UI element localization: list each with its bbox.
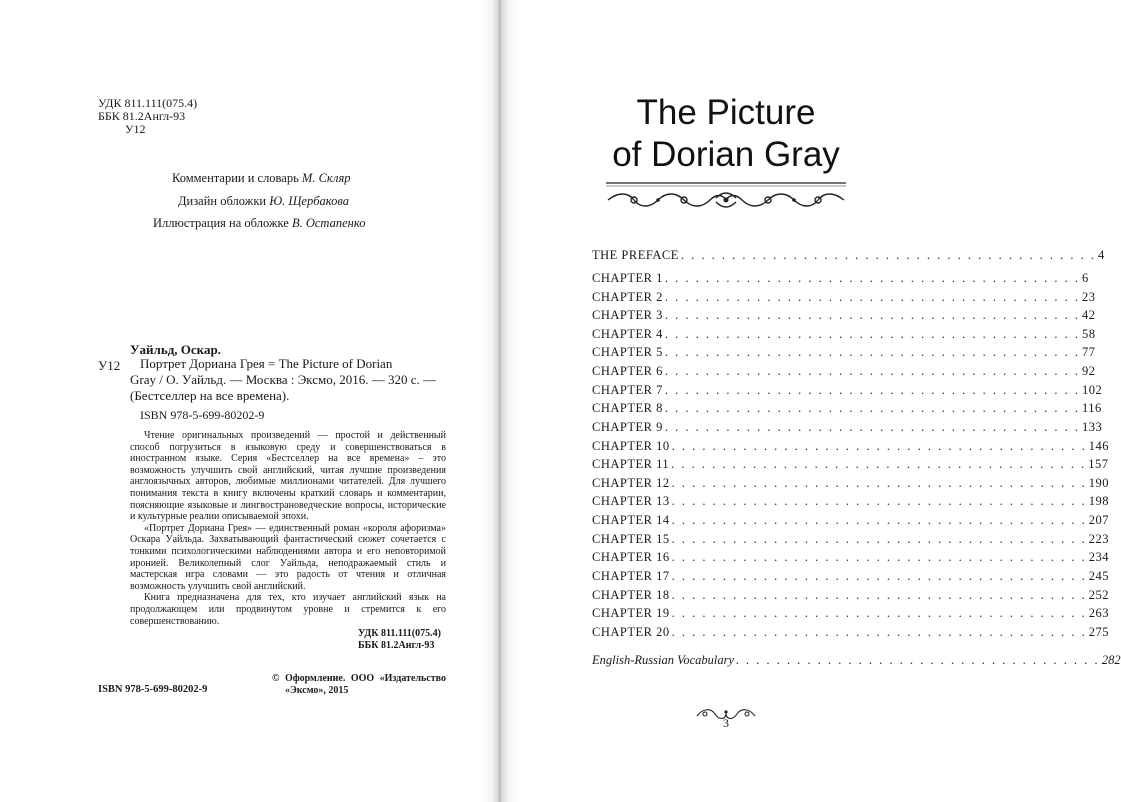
toc-entry-page: 6 (1081, 271, 1089, 285)
credit-illustration (153, 217, 365, 230)
toc-entry[interactable]: CHAPTER 3 . . . . . . . . . . . . . . . . . . . . . . . . . . . . . . . . . . . . . . . . . 42 (592, 308, 1096, 323)
toc-entry-page: 92 (1081, 364, 1096, 379)
toc-entry[interactable]: CHAPTER 15 . . . . . . . . . . . . . . . . . . . . . . . . . . . . . . . . . . . . . . . . . 223 (592, 531, 1109, 546)
toc-entry-page: 58 (1081, 326, 1096, 341)
toc-entry-page: 157 (1088, 457, 1109, 472)
toc-entry-label: CHAPTER 6 (592, 364, 663, 379)
toc-entry-page: 102 (1081, 382, 1103, 397)
toc-entry-page: 42 (1081, 308, 1096, 323)
toc-entry-page: 190 (1088, 475, 1109, 490)
toc-entry[interactable]: CHAPTER 14 . . . . . . . . . . . . . . . . . . . . . . . . . . . . . . . . . . . . . . . . . 207 (592, 513, 1109, 528)
toc-entry[interactable]: CHAPTER 11 . . . . . . . . . . . . . . . . . . . . . . . . . . . . . . . . . . . . . . . . . 157 (592, 457, 1109, 472)
toc-entry[interactable]: CHAPTER 2 . . . . . . . . . . . . . . . . . . . . . . . . . . . . . . . . . . . . . . . . . 23 (592, 289, 1096, 304)
toc-entry-label: CHAPTER 11 (592, 457, 670, 472)
book-title (590, 92, 862, 176)
biblio-line-3: (Бестселлер на все времена). (130, 388, 290, 403)
toc-entry[interactable]: CHAPTER 19 . . . . . . . . . . . . . . . . . . . . . . . . . . . . . . . . . . . . . . . . . 263 (592, 606, 1109, 621)
toc-entry-label: CHAPTER 14 (592, 513, 670, 528)
biblio-code: У12 (98, 358, 121, 373)
biblio-isbn: ISBN 978-5-699-80202-9 (140, 408, 265, 422)
toc-entry-page: 234 (1088, 550, 1109, 565)
toc-entry[interactable]: CHAPTER 13 . . . . . . . . . . . . . . . . . . . . . . . . . . . . . . . . . . . . . . . . . 198 (592, 494, 1109, 509)
toc-entry-label: CHAPTER 19 (592, 606, 670, 621)
toc-entry-label: CHAPTER 8 (592, 401, 663, 416)
toc-entry[interactable]: CHAPTER 17 . . . . . . . . . . . . . . . . . . . . . . . . . . . . . . . . . . . . . . . . . 245 (592, 568, 1109, 583)
toc-entry-label: CHAPTER 12 (592, 475, 670, 490)
udk-code: УДК 811.111(075.4) (98, 96, 198, 110)
bottom-bbk: ББК 81.2Англ-93 (358, 640, 435, 651)
toc-entry[interactable]: CHAPTER 10 . . . . . . . . . . . . . . . . . . . . . . . . . . . . . . . . . . . . . . . . . 146 (592, 438, 1109, 453)
toc-vocabulary-label: English-Russian Vocabulary (592, 653, 735, 667)
toc-entry[interactable]: CHAPTER 20 . . . . . . . . . . . . . . . . . . . . . . . . . . . . . . . . . . . . . . . . . 275 (592, 624, 1109, 639)
credit-design (178, 195, 349, 208)
toc-vocabulary-page: 282 (1101, 653, 1121, 667)
biblio-description (130, 356, 446, 404)
toc-entry-label: CHAPTER 13 (592, 494, 670, 509)
toc-entry[interactable]: CHAPTER 16 . . . . . . . . . . . . . . . . . . . . . . . . . . . . . . . . . . . . . . . . . 234 (592, 550, 1109, 565)
toc-entry-label: CHAPTER 10 (592, 438, 670, 453)
credit-commentary (172, 172, 351, 185)
toc-entry-label: CHAPTER 2 (592, 289, 663, 304)
toc-entry-label: CHAPTER 1 (592, 271, 663, 285)
toc-entry-label: CHAPTER 9 (592, 419, 663, 434)
toc-entry[interactable]: CHAPTER 8 . . . . . . . . . . . . . . . . . . . . . . . . . . . . . . . . . . . . . . . . . 116 (592, 401, 1102, 416)
toc-vocabulary[interactable]: English-Russian Vocabulary . . . . . . . . . . . . . . . . . . . . . . . . . . . . . . . . . . . . 282 (592, 653, 1121, 667)
credit-illustration-name: В. Остапенко (291, 216, 366, 230)
page-number: 3 (723, 716, 729, 730)
bbk-code: ББК 81.2Англ-93 (98, 109, 186, 123)
title-ornament (604, 180, 848, 214)
abstract-paragraph-3: Книга предназначена для тех, кто изучает английский язык на продолжающем или продвинутом уровне и стремится к его совершенствованию. (130, 592, 446, 627)
toc-entry-page: 77 (1081, 345, 1096, 360)
toc-entry-page: 116 (1081, 401, 1102, 416)
toc-entry-page: 198 (1088, 494, 1109, 509)
toc-entry-page: 146 (1088, 438, 1109, 453)
biblio-line-1: Портрет Дориана Грея = The Picture of Dorian (140, 356, 393, 371)
credit-design-name: Ю. Щербакова (269, 194, 349, 208)
toc-entry[interactable]: CHAPTER 6 . . . . . . . . . . . . . . . . . . . . . . . . . . . . . . . . . . . . . . . . . 92 (592, 364, 1096, 379)
toc-entry[interactable]: CHAPTER 4 . . . . . . . . . . . . . . . . . . . . . . . . . . . . . . . . . . . . . . . . . 58 (592, 326, 1096, 341)
footer-copyright-2: «Эксмо», 2015 (285, 685, 349, 696)
book-title-line-2: of Dorian Gray (612, 135, 840, 174)
toc-entry-page: 223 (1088, 531, 1109, 546)
biblio-author: Уайльд, Оскар. (130, 342, 221, 357)
toc-entry-label: CHAPTER 5 (592, 345, 663, 360)
toc-entry-label: CHAPTER 7 (592, 382, 663, 397)
toc-entry-label: CHAPTER 3 (592, 308, 663, 323)
credit-illustration-label: Иллюстрация на обложке (153, 216, 289, 230)
toc-entry[interactable]: CHAPTER 1 . . . . . . . . . . . . . . . . . . . . . . . . . . . . . . . . . . . . . . . . . 6 (592, 271, 1089, 285)
toc-entry-page: 275 (1088, 624, 1109, 639)
toc-entry-page: 245 (1088, 568, 1109, 583)
toc-entry[interactable]: CHAPTER 9 . . . . . . . . . . . . . . . . . . . . . . . . . . . . . . . . . . . . . . . . . 133 (592, 419, 1103, 434)
toc-entry[interactable]: CHAPTER 5 . . . . . . . . . . . . . . . . . . . . . . . . . . . . . . . . . . . . . . . . . 77 (592, 345, 1096, 360)
toc-entry-label: CHAPTER 17 (592, 568, 670, 583)
footer-copyright-1: © Оформление. ООО «Издательство (272, 673, 446, 684)
toc-entry-label: CHAPTER 20 (592, 624, 670, 639)
toc-entry-page: 263 (1088, 606, 1109, 621)
biblio-line-2: Gray / О. Уайльд. — Москва : Эксмо, 2016. — 320 с. — (130, 372, 437, 387)
credit-commentary-name: М. Скляр (301, 171, 351, 185)
toc-entry-page: 4 (1098, 248, 1105, 262)
toc-entry-label: CHAPTER 16 (592, 550, 670, 565)
toc-entry[interactable]: CHAPTER 12 . . . . . . . . . . . . . . . . . . . . . . . . . . . . . . . . . . . . . . . . . 190 (592, 475, 1109, 490)
toc-entry-label: CHAPTER 4 (592, 326, 663, 341)
toc-entry-label: CHAPTER 18 (592, 587, 670, 602)
abstract (130, 430, 446, 627)
book-title-line-1: The Picture (636, 93, 816, 132)
toc-entry[interactable]: CHAPTER 18 . . . . . . . . . . . . . . . . . . . . . . . . . . . . . . . . . . . . . . . . . 252 (592, 587, 1109, 602)
toc-entry-label: THE PREFACE (592, 248, 679, 262)
toc-entry-page: 23 (1081, 289, 1096, 304)
book-gutter (480, 0, 520, 802)
bottom-udk: УДК 811.111(075.4) (358, 628, 441, 639)
abstract-paragraph-1: Чтение оригинальных произведений — простой и действенный способ погрузиться в языковую среду и совершенствоваться в иностранном языке. Серия «Бестселлер на все времена» – это возможность улучшить свой английский, читая лучшие произведения англоязычных авторов, любимые миллионами читателей. Для лучшего понимания текста в книгу включены краткий словарь и комментарии, поясняющие языковые и лингвострановедческие вопросы, исторические и культурные реалии описываемой эпохи. (130, 430, 446, 523)
footer-isbn: ISBN 978-5-699-80202-9 (98, 684, 208, 695)
toc-entry-label: CHAPTER 15 (592, 531, 670, 546)
toc-entry[interactable]: CHAPTER 7 . . . . . . . . . . . . . . . . . . . . . . . . . . . . . . . . . . . . . . . . . 102 (592, 382, 1103, 397)
toc-entry-page: 207 (1088, 513, 1109, 528)
abstract-paragraph-2: «Портрет Дориана Грея» — единственный роман «короля афоризма» Оскара Уайльда. Захватывающий фантастический сюжет сочетается с тонкими психологическими наблюдениями автора и его неповторимой иронией. Великолепный слог Уайльда, неподражаемый стиль и мастерская игра словами — это радость от чтения и отличная возможность улучшить свой английский. (130, 522, 446, 592)
toc-entry-page: 252 (1088, 587, 1109, 602)
toc-entry-page: 133 (1081, 419, 1103, 434)
credit-design-label: Дизайн обложки (178, 194, 267, 208)
author-mark: У12 (125, 122, 146, 136)
toc-entry[interactable]: THE PREFACE . . . . . . . . . . . . . . . . . . . . . . . . . . . . . . . . . . . . . . . . . 4 (592, 248, 1105, 262)
credit-commentary-label: Комментарии и словарь (172, 171, 299, 185)
